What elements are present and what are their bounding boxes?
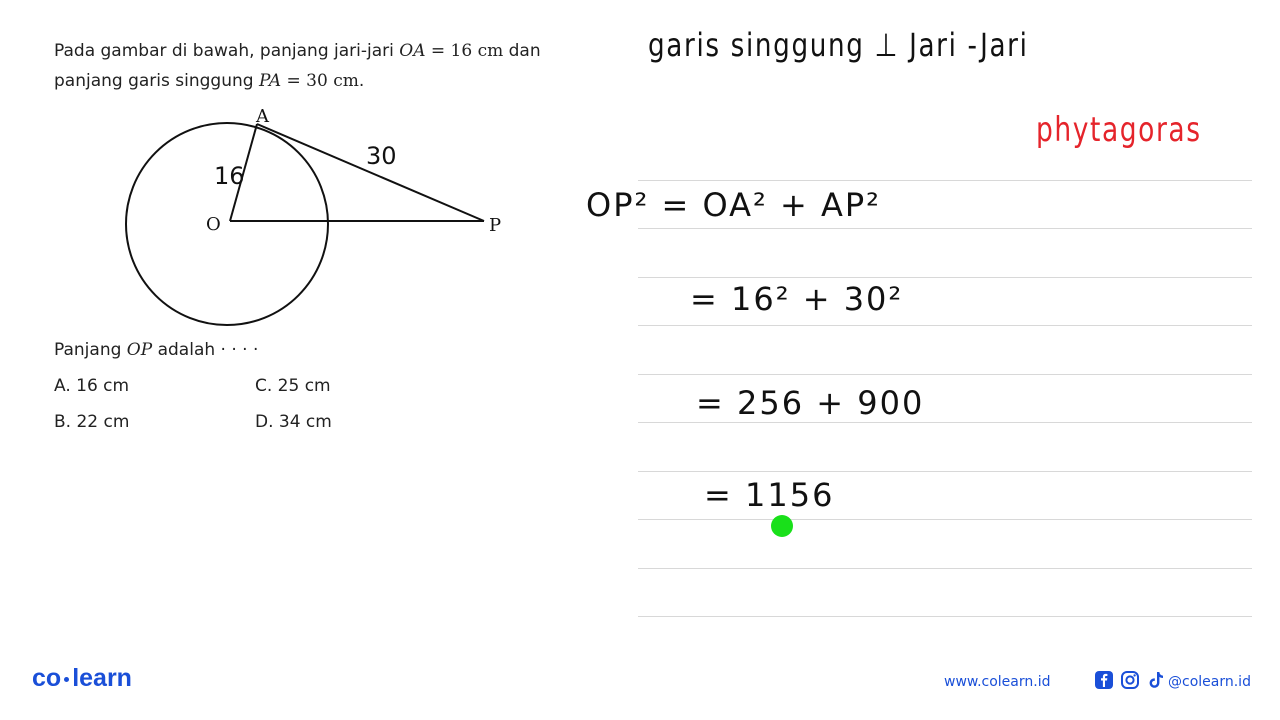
rule-line xyxy=(638,568,1252,569)
label-o: O xyxy=(206,214,221,235)
facebook-icon[interactable] xyxy=(1094,670,1114,690)
rule-line xyxy=(638,228,1252,229)
instagram-icon[interactable] xyxy=(1120,670,1140,690)
tiktok-icon[interactable] xyxy=(1146,670,1166,690)
problem-line-2: panjang garis singgung PA = 30 cm. xyxy=(54,71,365,91)
label-p: P xyxy=(489,215,502,236)
math-oa: OA xyxy=(399,41,426,61)
handwritten-step-3: = 256 + 900 xyxy=(696,384,925,422)
math-op: OP xyxy=(126,340,153,360)
rule-line xyxy=(638,471,1252,472)
footer-handle[interactable]: @colearn.id xyxy=(1168,674,1251,690)
handwritten-step-4: = 1156 xyxy=(704,476,835,514)
question: Panjang OP adalah · · · · xyxy=(54,340,259,360)
logo-dot xyxy=(64,677,69,682)
rule-line xyxy=(638,180,1252,181)
rule-line xyxy=(638,519,1252,520)
handwritten-method: phytagoras xyxy=(1036,110,1202,150)
math-pa: PA xyxy=(258,71,282,91)
handwritten-step-1: OP² = OA² + AP² xyxy=(586,186,881,224)
note-radius-16: 16 xyxy=(214,162,245,190)
colearn-logo[interactable]: co learn xyxy=(32,664,132,692)
circle xyxy=(126,123,328,325)
rule-line xyxy=(638,616,1252,617)
label-a: A xyxy=(256,106,269,127)
problem-statement xyxy=(54,36,614,96)
pen-cursor xyxy=(771,515,793,537)
handwritten-step-2: = 16² + 30² xyxy=(690,280,904,318)
rule-line xyxy=(638,325,1252,326)
rule-line xyxy=(638,422,1252,423)
circle-tangent-diagram xyxy=(100,98,520,338)
footer-url[interactable]: www.colearn.id xyxy=(944,674,1051,690)
handwritten-title: garis singgung ⊥ Jari -Jari xyxy=(648,26,1029,64)
option-d[interactable]: D. 34 cm xyxy=(255,412,332,432)
option-c[interactable]: C. 25 cm xyxy=(255,376,331,396)
rule-line xyxy=(638,374,1252,375)
note-tangent-30: 30 xyxy=(366,142,397,170)
problem-line-1: Pada gambar di bawah, panjang jari-jari OA = 16 cm dan xyxy=(54,41,541,61)
option-b[interactable]: B. 22 cm xyxy=(54,412,130,432)
option-a[interactable]: A. 16 cm xyxy=(54,376,130,396)
rule-line xyxy=(638,277,1252,278)
tangent-ap xyxy=(257,124,484,221)
